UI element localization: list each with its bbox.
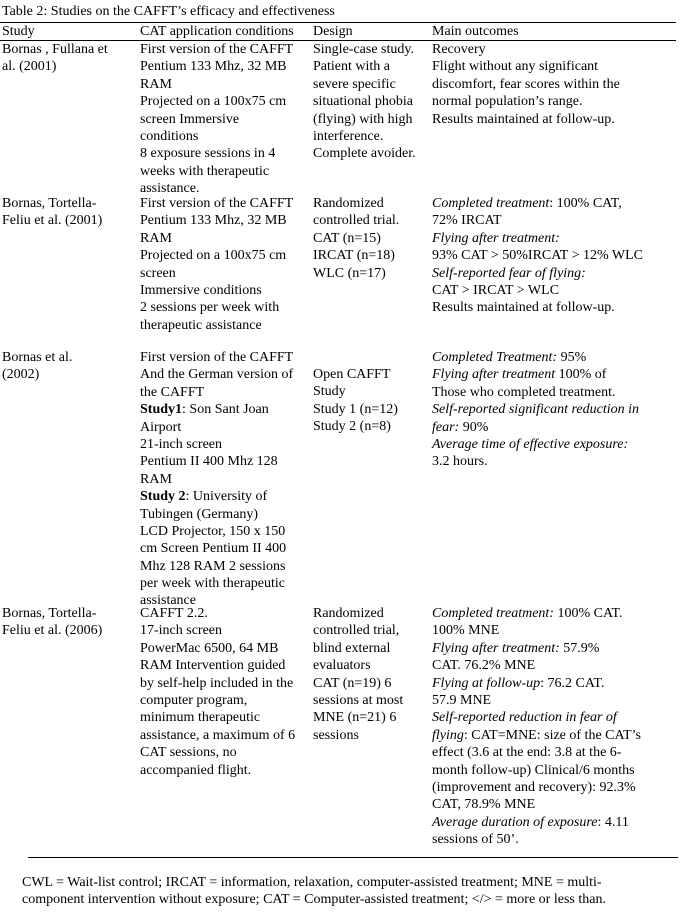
text-run: Pentium 133 Mhz, 32 MB <box>140 213 287 229</box>
text-run: RAM Intervention guided <box>140 658 286 674</box>
text-run: RAM <box>140 230 172 246</box>
text-run: Pentium 133 Mhz, 32 MB <box>140 59 287 75</box>
row-4-design <box>313 605 403 744</box>
text-run: CAT, 78.9% MNE <box>432 797 536 813</box>
outcomes-line <box>432 605 641 622</box>
outcomes-line <box>432 299 643 316</box>
text-run: : University of <box>185 489 268 505</box>
text-run: assistance, a maximum of 6 <box>140 727 296 743</box>
outcomes-line <box>432 419 639 436</box>
text-run: CAT. 76.2% MNE <box>432 658 536 674</box>
text-run: effect (3.6 at the end: 3.8 at the 6- <box>432 745 622 761</box>
design-line: sessions <box>313 727 359 743</box>
conditions-line <box>140 349 293 366</box>
outcomes-line <box>432 212 643 229</box>
conditions-line <box>140 558 293 575</box>
conditions-line <box>140 299 293 316</box>
text-run: Pentium II 400 Mhz 128 <box>140 454 278 470</box>
header-study: Study <box>2 24 35 39</box>
text-run: : 76.2 CAT. <box>540 675 605 691</box>
text-run: Projected on a 100x75 cm <box>140 248 287 264</box>
text-run: normal population’s range. <box>432 94 583 110</box>
conditions-line <box>140 317 293 334</box>
text-run: 90% <box>462 419 489 435</box>
outcomes-line <box>432 58 620 75</box>
outcomes-line <box>432 796 641 813</box>
conditions-line <box>140 76 293 93</box>
text-run: CAFFT 2.2. <box>140 606 208 621</box>
text-run: 95% <box>560 350 587 365</box>
text-run: RAM <box>140 76 172 92</box>
text-run: computer program, <box>140 692 248 708</box>
text-run: the CAFFT <box>140 384 205 400</box>
italic-label: Completed treatment <box>432 196 550 211</box>
italic-label: fear: <box>432 419 463 435</box>
design-line: blind external <box>313 640 391 656</box>
text-run: Immersive conditions <box>140 282 262 298</box>
row-4-conditions <box>140 605 295 779</box>
row-2-design <box>313 195 399 282</box>
text-run: RAM <box>140 471 172 487</box>
study-line: Feliu et al. (2001) <box>2 213 103 229</box>
table-caption: Table 2: Studies on the CAFFT’s efficacy and effectiveness <box>2 4 335 19</box>
row-1-design <box>313 41 416 163</box>
table-bottom-rule <box>28 857 678 858</box>
conditions-line <box>140 657 295 674</box>
text-run: by self-help included in the <box>140 675 294 691</box>
row-1-conditions <box>140 41 293 198</box>
conditions-line <box>140 727 295 744</box>
italic-label: Self-reported fear of flying: <box>432 265 586 281</box>
outcomes-line <box>432 93 620 110</box>
outcomes-line <box>432 657 641 674</box>
conditions-line <box>140 93 293 110</box>
text-run: conditions <box>140 128 199 144</box>
conditions-line <box>140 744 295 761</box>
italic-label: Completed Treatment: <box>432 350 561 365</box>
study-line: Bornas, Tortella- <box>2 196 97 211</box>
conditions-line <box>140 640 295 657</box>
outcomes-line <box>432 195 643 212</box>
footnote-line-1: CWL = Wait-list control; IRCAT = information, relaxation, computer-assisted treatment; MNE = multi- <box>22 875 602 890</box>
text-run: CAT sessions, no <box>140 745 237 761</box>
italic-label: Average duration of exposure <box>432 814 598 830</box>
conditions-line <box>140 128 293 145</box>
text-run: And the German version of <box>140 367 294 383</box>
italic-label: flying <box>432 727 464 743</box>
conditions-line <box>140 41 293 58</box>
design-line: situational phobia <box>313 94 413 110</box>
text-run: Results maintained at follow-up. <box>432 111 615 127</box>
text-run: Results maintained at follow-up. <box>432 300 615 316</box>
text-run: discomfort, fear scores within the <box>432 76 620 92</box>
outcomes-line <box>432 692 641 709</box>
text-run: sessions of 50’. <box>432 832 519 848</box>
conditions-line <box>140 622 295 639</box>
conditions-line <box>140 762 295 779</box>
conditions-line <box>140 523 293 540</box>
study-line: Bornas et al. <box>2 350 73 365</box>
outcomes-line <box>432 640 641 657</box>
text-run: Mhz 128 RAM 2 sessions <box>140 558 286 574</box>
conditions-line <box>140 366 293 383</box>
text-run: therapeutic assistance <box>140 317 262 333</box>
row-2-study <box>2 195 102 230</box>
conditions-line <box>140 419 293 436</box>
conditions-line <box>140 506 293 523</box>
text-run: First version of the CAFFT <box>140 196 294 211</box>
design-line: Study 2 (n=8) <box>313 419 391 435</box>
text-run: : 100% CAT, <box>549 196 622 211</box>
text-run: Recovery <box>432 42 486 57</box>
design-line: Study <box>313 384 346 400</box>
text-run: 100% CAT. <box>557 606 623 621</box>
study-line: (2002) <box>2 367 40 383</box>
outcomes-line <box>432 762 641 779</box>
row-1-outcomes <box>432 41 620 128</box>
row-1-study <box>2 41 108 76</box>
row-3-outcomes <box>432 349 639 471</box>
row-4-study <box>2 605 102 640</box>
italic-label: Completed treatment: <box>432 606 558 621</box>
conditions-line <box>140 163 293 180</box>
conditions-line <box>140 230 293 247</box>
header-outcomes: Main outcomes <box>432 24 519 39</box>
study-line: Bornas, Tortella- <box>2 606 97 621</box>
conditions-line <box>140 401 293 418</box>
text-run: 2 sessions per week with <box>140 300 280 316</box>
outcomes-line <box>432 349 639 366</box>
italic-label: Self-reported significant reduction in <box>432 402 639 418</box>
text-run: Flight without any significant <box>432 59 599 75</box>
conditions-line <box>140 384 293 401</box>
design-line: (flying) with high <box>313 111 413 127</box>
conditions-line <box>140 247 293 264</box>
design-line: MNE (n=21) 6 <box>313 710 397 726</box>
study-line: al. (2001) <box>2 59 57 75</box>
header-conditions: CAT application conditions <box>140 24 294 39</box>
outcomes-line <box>432 675 641 692</box>
design-line: evaluators <box>313 658 371 674</box>
header-design: Design <box>313 24 353 39</box>
text-run: assistance <box>140 593 196 609</box>
design-line: WLC (n=17) <box>313 265 386 281</box>
outcomes-line <box>432 622 641 639</box>
row-2-conditions <box>140 195 293 334</box>
conditions-line <box>140 195 293 212</box>
text-run: 3.2 hours. <box>432 454 488 470</box>
conditions-line <box>140 605 295 622</box>
text-run: 72% IRCAT <box>432 213 502 229</box>
text-run: : 4.11 <box>597 814 629 830</box>
outcomes-line <box>432 744 641 761</box>
italic-label: Average time of effective exposure: <box>432 436 629 452</box>
conditions-line <box>140 471 293 488</box>
outcomes-line <box>432 436 639 453</box>
table-footnote <box>22 874 606 909</box>
text-run: weeks with therapeutic <box>140 163 270 179</box>
design-line: Complete avoider. <box>313 146 416 162</box>
footnote-line-2: component intervention without exposure; CAT = Computer-assisted treatment; </> = more or less than. <box>22 892 606 908</box>
outcomes-line <box>432 76 620 93</box>
conditions-line <box>140 709 295 726</box>
conditions-line <box>140 58 293 75</box>
design-line: CAT (n=19) 6 <box>313 675 392 691</box>
study-line: Bornas , Fullana et <box>2 42 108 57</box>
design-line: interference. <box>313 128 384 144</box>
design-line: sessions at most <box>313 692 404 708</box>
outcomes-line <box>432 247 643 264</box>
conditions-line <box>140 692 295 709</box>
outcomes-line <box>432 111 620 128</box>
conditions-line <box>140 675 295 692</box>
text-run: Airport <box>140 419 182 435</box>
outcomes-line <box>432 831 641 848</box>
outcomes-line <box>432 366 639 383</box>
italic-label: Flying after treatment: <box>432 640 564 656</box>
conditions-line <box>140 145 293 162</box>
text-run: 100% of <box>558 367 607 383</box>
bold-label: Study1 <box>140 402 183 418</box>
conditions-line <box>140 212 293 229</box>
text-run: Projected on a 100x75 cm <box>140 94 287 110</box>
text-run: PowerMac 6500, 64 MB <box>140 640 279 656</box>
outcomes-line <box>432 265 643 282</box>
text-run: cm Screen Pentium II 400 <box>140 541 287 557</box>
study-line: Feliu et al. (2006) <box>2 623 103 639</box>
text-run: screen <box>140 265 176 281</box>
outcomes-line <box>432 709 641 726</box>
text-run: 21-inch screen <box>140 436 223 452</box>
outcomes-line <box>432 779 641 796</box>
bold-label: Study 2 <box>140 489 186 505</box>
italic-label: Flying after treatment <box>432 367 559 383</box>
text-run: minimum therapeutic <box>140 710 261 726</box>
text-run: screen Immersive <box>140 111 240 127</box>
design-line: Randomized <box>313 196 384 211</box>
text-run: per week with therapeutic <box>140 576 285 592</box>
conditions-line <box>140 575 293 592</box>
text-run: 93% CAT > 50%IRCAT > 12% WLC <box>432 248 644 264</box>
conditions-line <box>140 453 293 470</box>
row-2-outcomes <box>432 195 643 317</box>
text-run: LCD Projector, 150 x 150 <box>140 523 286 539</box>
text-run: accompanied flight. <box>140 762 252 778</box>
design-line: severe specific <box>313 76 396 92</box>
design-line: IRCAT (n=18) <box>313 248 395 264</box>
text-run: 17-inch screen <box>140 623 223 639</box>
design-line: CAT (n=15) <box>313 230 381 246</box>
design-line: controlled trial, <box>313 623 400 639</box>
text-run: 57.9% <box>563 640 600 656</box>
text-run: First version of the CAFFT <box>140 350 294 365</box>
conditions-line <box>140 436 293 453</box>
conditions-line <box>140 540 293 557</box>
outcomes-line <box>432 727 641 744</box>
outcomes-line <box>432 282 643 299</box>
text-run: Tubingen (Germany) <box>140 506 259 522</box>
design-line: Study 1 (n=12) <box>313 401 398 417</box>
text-run: assistance. <box>140 181 200 197</box>
row-3-conditions <box>140 349 293 610</box>
text-run: 100% MNE <box>432 623 500 639</box>
italic-label: Flying at follow-up <box>432 675 541 691</box>
outcomes-line <box>432 230 643 247</box>
text-run: 57.9 MNE <box>432 692 492 708</box>
text-run: (improvement and recovery): 92.3% <box>432 779 636 795</box>
conditions-line <box>140 111 293 128</box>
design-line: Single-case study. <box>313 42 414 57</box>
text-run: CAT > IRCAT > WLC <box>432 282 560 298</box>
outcomes-line <box>432 401 639 418</box>
text-run: Those who completed treatment. <box>432 384 616 400</box>
outcomes-line <box>432 384 639 401</box>
outcomes-line <box>432 41 620 58</box>
text-run: : CAT=MNE: size of the CAT’s <box>463 727 641 743</box>
italic-label: Flying after treatment: <box>432 230 560 246</box>
design-line: Open CAFFT <box>313 367 391 382</box>
row-3-design <box>313 366 398 436</box>
text-run: : Son Sant Joan <box>182 402 269 418</box>
italic-label: Self-reported reduction in fear of <box>432 710 617 726</box>
row-3-study <box>2 349 72 384</box>
text-run: month follow-up) Clinical/6 months <box>432 762 635 778</box>
conditions-line <box>140 282 293 299</box>
text-run: First version of the CAFFT <box>140 42 294 57</box>
outcomes-line <box>432 453 639 470</box>
design-line: controlled trial. <box>313 213 400 229</box>
outcomes-line <box>432 814 641 831</box>
conditions-line <box>140 265 293 282</box>
text-run: 8 exposure sessions in 4 <box>140 146 276 162</box>
design-line: Patient with a <box>313 59 390 75</box>
row-4-outcomes <box>432 605 641 848</box>
design-line: Randomized <box>313 606 384 621</box>
conditions-line <box>140 488 293 505</box>
